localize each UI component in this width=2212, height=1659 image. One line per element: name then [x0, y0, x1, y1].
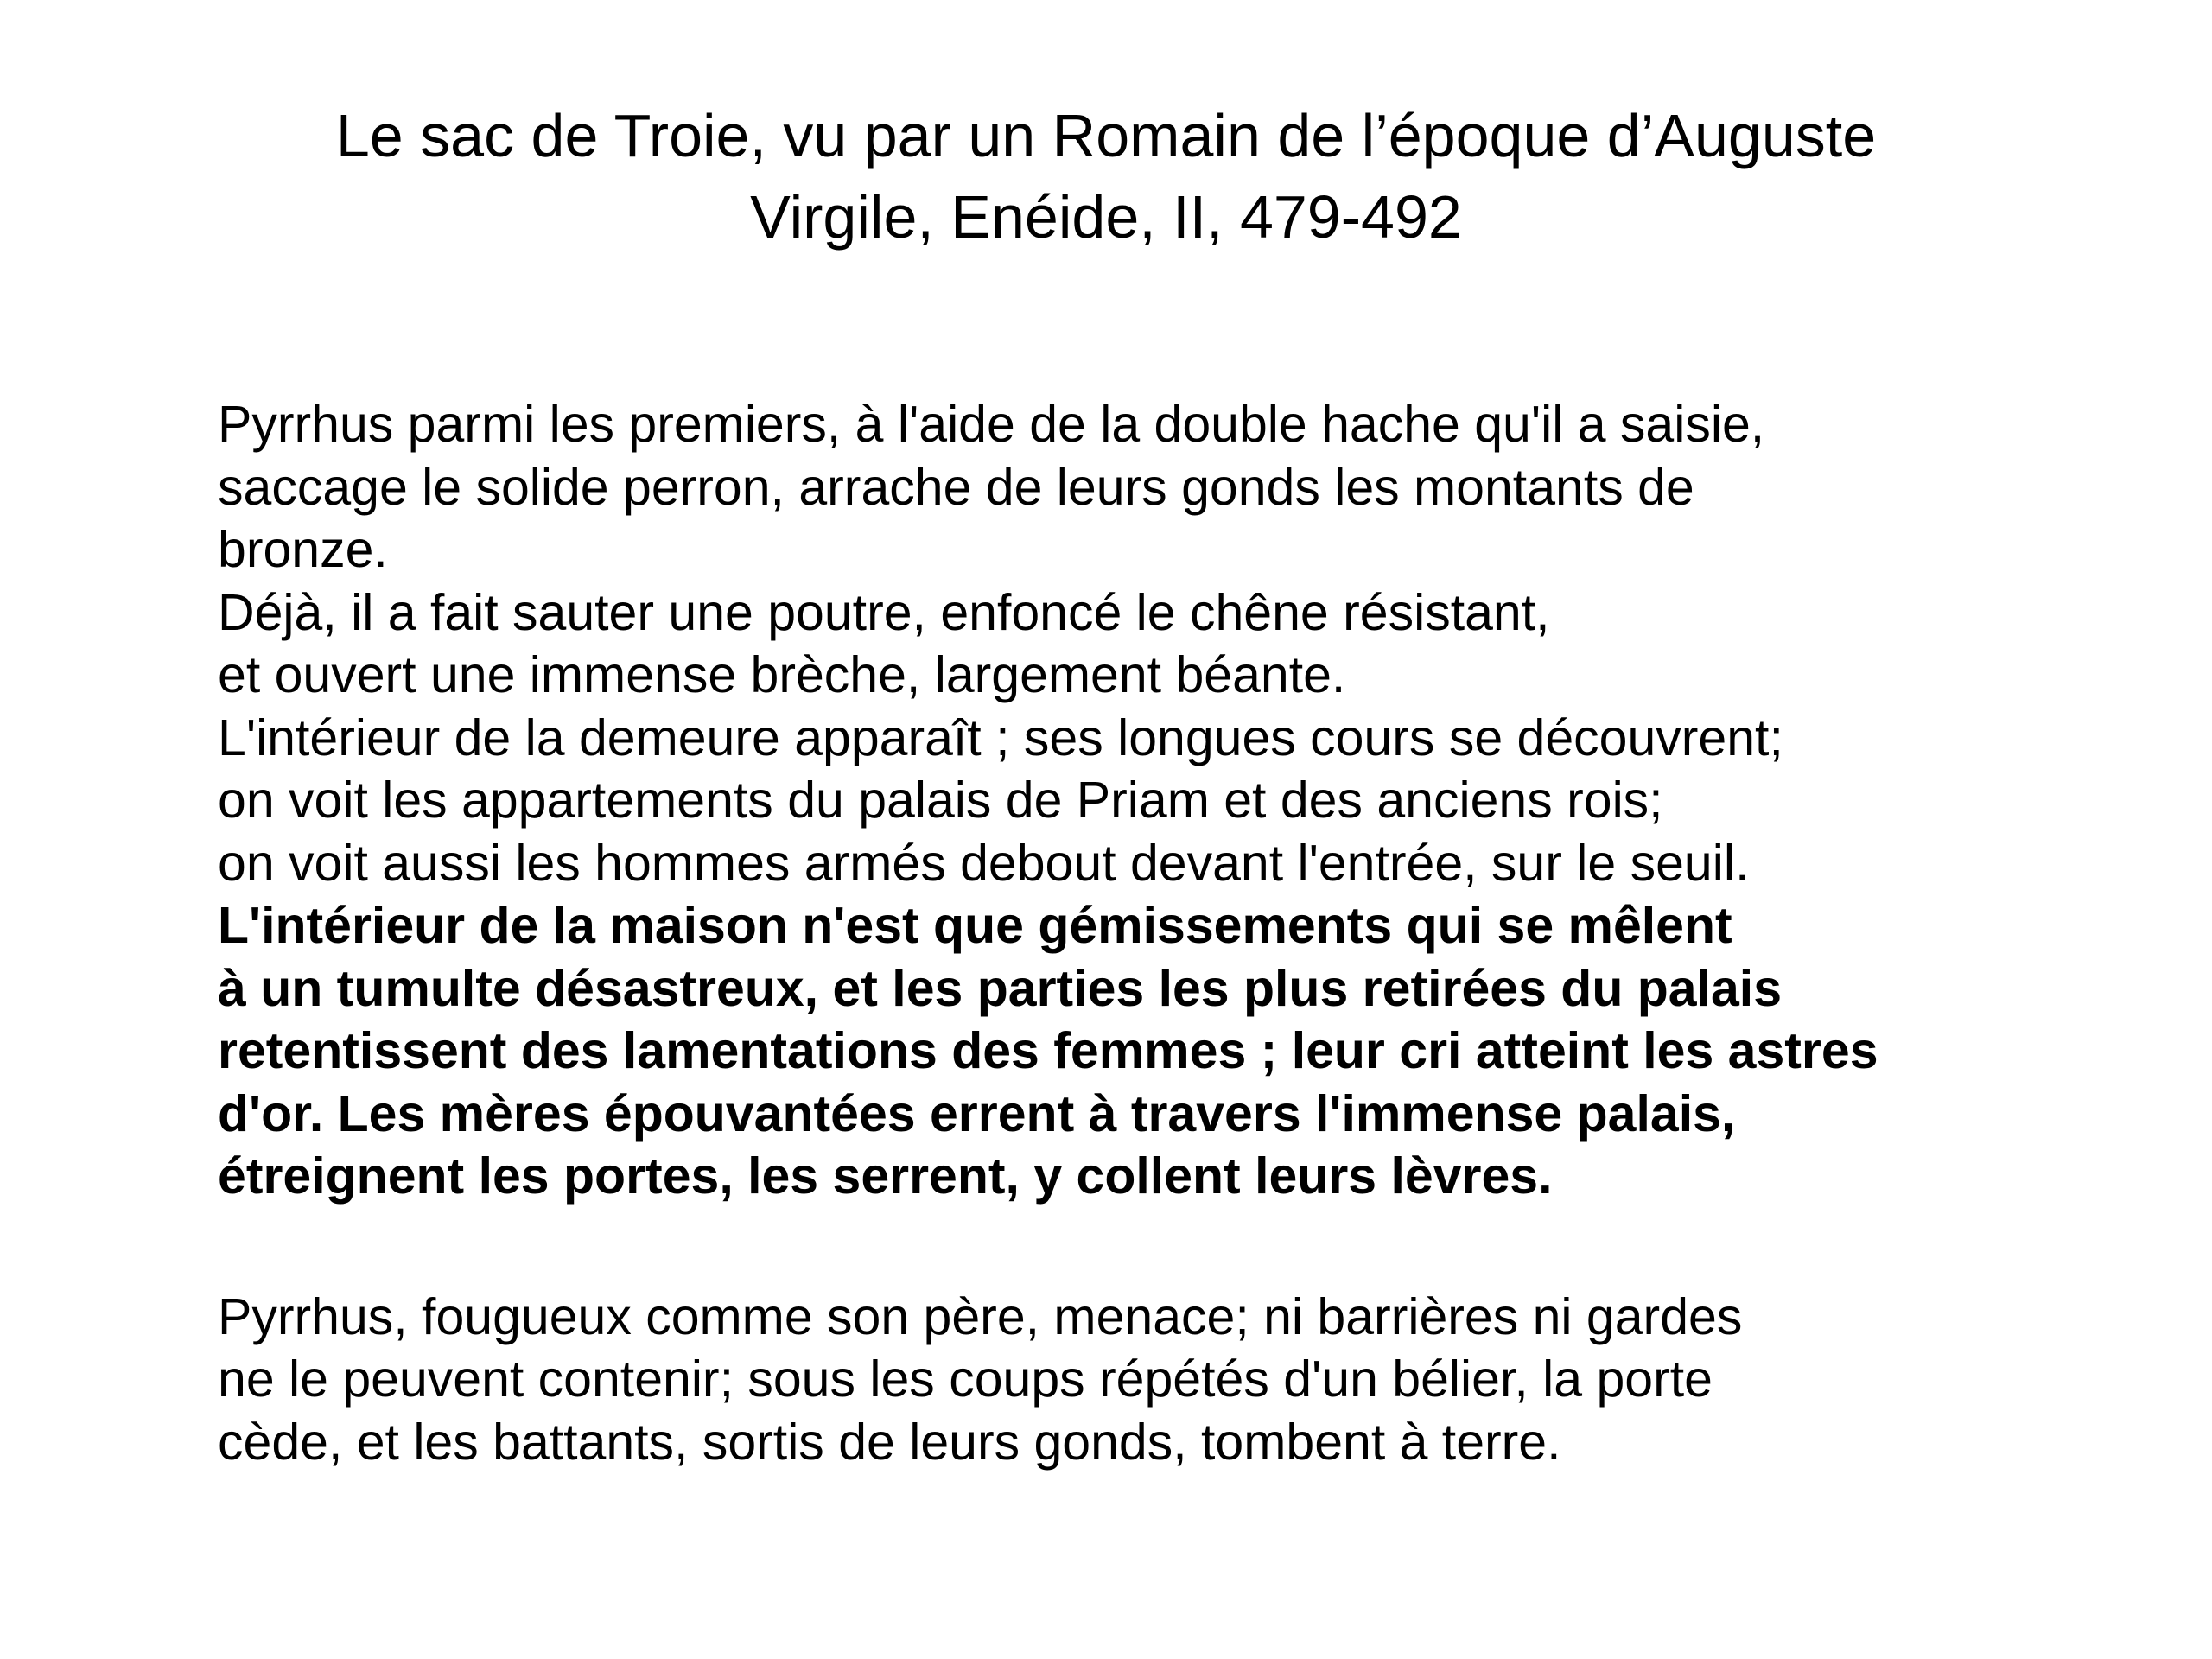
passage-bold-line: retentissent des lamentations des femmes ; leur cri atteint les astres [218, 1022, 1878, 1079]
passage-line: on voit les appartements du palais de Priam et des anciens rois; [218, 772, 1663, 829]
paragraph-spacer [218, 1208, 2171, 1286]
passage-bold-line: à un tumulte désastreux, et les parties les plus retirées du palais [218, 959, 1783, 1017]
title-line-2: Virgile, Enéide, II, 479-492 [750, 183, 1462, 251]
slide-title [0, 95, 2212, 257]
passage-text [218, 393, 2171, 1473]
passage-line: on voit aussi les hommes armés debout devant l'entrée, sur le seuil. [218, 834, 1750, 892]
passage-bold-line: L'intérieur de la maison n'est que gémissements qui se mêlent [218, 897, 1732, 954]
closing-line: Pyrrhus, fougueux comme son père, menace; ni barrières ni gardes [218, 1287, 1743, 1345]
closing-line: ne le peuvent contenir; sous les coups répétés d'un bélier, la porte [218, 1351, 1713, 1408]
passage-line: Déjà, il a fait sauter une poutre, enfoncé le chêne résistant, [218, 583, 1550, 641]
passage-line: bronze. [218, 521, 388, 578]
passage-line: Pyrrhus parmi les premiers, à l'aide de la double hache qu'il a saisie, [218, 396, 1765, 453]
passage-bold-line: d'or. Les mères épouvantées errent à travers l'immense palais, [218, 1084, 1736, 1142]
passage-line: et ouvert une immense brèche, largement béante. [218, 646, 1346, 703]
closing-line: cède, et les battants, sortis de leurs gonds, tombent à terre. [218, 1413, 1561, 1471]
passage-line: L'intérieur de la demeure apparaît ; ses longues cours se découvrent; [218, 709, 1783, 766]
passage-bold-line: étreignent les portes, les serrent, y collent leurs lèvres. [218, 1147, 1553, 1205]
title-line-1: Le sac de Troie, vu par un Romain de l’époque d’Auguste [335, 102, 1877, 169]
passage-line: saccage le solide perron, arrache de leurs gonds les montants de [218, 458, 1694, 516]
